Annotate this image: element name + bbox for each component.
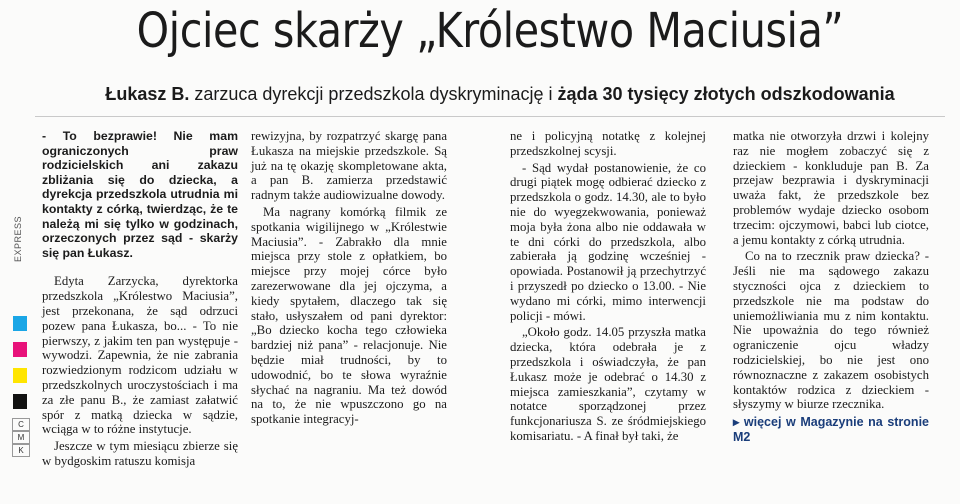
- top-divider: [35, 116, 945, 117]
- cmk-marks: [12, 418, 30, 457]
- col1-paragraph-1: Edyta Zarzycka, dyrektorka przedszkola „Królestwo Maciusia”, jest przekonana, że sąd odrzuci pozew pana Łukasza, bo... - To nie pierwszy, z jakim ten pan występuje - wywodzi. Zapewnia, że nie zabrania rozwiedzionym rodzicom udziału w przedszkolnych uroczystościach i ma za złe panu B., że zamiast załatwić spór z matką dziecka w sądzie, wciąga w to różne instytucje.: [42, 274, 238, 437]
- column-4: [733, 129, 929, 445]
- more-in-magazine-link[interactable]: [733, 415, 929, 445]
- more-link-text: więcej w Magazynie na stronie M2: [733, 415, 929, 444]
- column-1: [42, 129, 238, 471]
- column-2: [251, 129, 447, 429]
- subhead-name: Łukasz B.: [105, 84, 190, 104]
- publication-side-label: EXPRESS: [13, 215, 23, 262]
- yellow-swatch: [13, 368, 27, 383]
- col3-paragraph-3: „Około godz. 14.05 przyszła matka dziecka, która odebrała je z przedszkola i oświadczyła, że pan Łukasz może je odebrać o 14.30 z miejsca zamieszkania”, czytamy w notatce sporządzonej przez funkcjonariusza S. ze śródmiejskiego komisariatu. - A finał był taki, że: [510, 325, 706, 443]
- col3-paragraph-1: ne i policyjną notatkę z kolejnej przedszkolnej scysji.: [510, 129, 706, 158]
- black-swatch: [13, 394, 27, 409]
- cyan-swatch: [13, 316, 27, 331]
- col3-paragraph-2: - Sąd wydał postanowienie, że co drugi piątek mogę odbierać dziecko z przedszkola o godz. 14.30, ale to było nie do wyegzekwowania, ponieważ moja była żona albo nie oddawała w te dni córki do przedszkola, albo zabierała ją godzinę wcześniej - opowiada. Postanowił ją przechytrzyć i przyszedł po dziecko o 13.00. - Nie wydano mi córki, mimo interwencji policji - mówi.: [510, 160, 706, 323]
- magenta-swatch: [13, 342, 27, 357]
- col2-paragraph-1: rewizyjna, by rozpatrzyć skargę pana Łukasza na miejskie przedszkole. Są już na tę okazję skompletowane akta, a pan B. zamierza przedstawić radnym także audiowizualne dowody.: [251, 129, 447, 203]
- mark-m: M: [12, 431, 30, 444]
- column-3: [510, 129, 706, 446]
- col4-paragraph-1: matka nie otworzyła drzwi i kolejny raz nie mogłem zobaczyć się z dzieckiem - konkluduje pan B. Za przejaw bezprawia i dyskryminacji uważa fakt, że przedszkole bez problemów wydaje dziecko osobom trzecim: ojczymowi, babci lub ciotce, a jemu kontakty z córką utrudnia.: [733, 129, 929, 247]
- subhead-bold-end: żąda 30 tysięcy złotych odszkodowania: [557, 84, 895, 104]
- col4-paragraph-2: Co na to rzecznik praw dziecka? - Jeśli nie ma sądowego zakazu styczności ojca z dzieckiem to przedszkole nie ma podstaw do uniemożliwiania mu z nim kontaktu. Nie upoważnia do tego również ograniczenie ojcu władzy rodzicielskiej, bo nie jest ono równoznaczne z zakazem osobistych kontaktów rodzica z dzieckiem - słyszymy w biurze rzecznika.: [733, 249, 929, 412]
- lead-paragraph: - To bezprawie! Nie mam ograniczonych praw rodzicielskich ani zakazu zbliżania się do dziecka, a dyrekcja przedszkola utrudnia mi kontakty z córką, twierdząc, że te należą mi się tylko w godzinach, orzeczonych przez sąd - skarży się pan Łukasz.: [42, 129, 238, 260]
- headline: Ojciec skarży „Królestwo Maciusia”: [136, 3, 844, 59]
- arrow-icon: ▸: [733, 415, 740, 430]
- subheadline: [60, 82, 940, 106]
- col1-paragraph-2: Jeszcze w tym miesiącu zbierze się w bydgoskim ratuszu komisja: [42, 439, 238, 468]
- mark-c: C: [12, 418, 30, 431]
- subhead-middle: zarzuca dyrekcji przedszkola dyskryminację i: [189, 84, 558, 104]
- col2-paragraph-2: Ma nagrany komórką filmik ze spotkania wigilijnego w „Królestwie Maciusia”. - Zabrakło dla mnie miejsca przy stole z opłatkiem, bo miejsce przy mojej córce było zarezerwowane dla jej ojczyma, a kiedy spytałem, dlaczego tak się stało, usłyszałem od pani dyrektor: „Bo dziecko kocha tego człowieka bardziej niż pana” - relacjonuje. Nie będzie miał trudności, by to udowodnić, bo te słowa wyraźnie słychać na nagraniu. Ma też dowód na to, że nie wpuszczono go na spotkanie integracyj-: [251, 204, 447, 427]
- mark-k: K: [12, 444, 30, 457]
